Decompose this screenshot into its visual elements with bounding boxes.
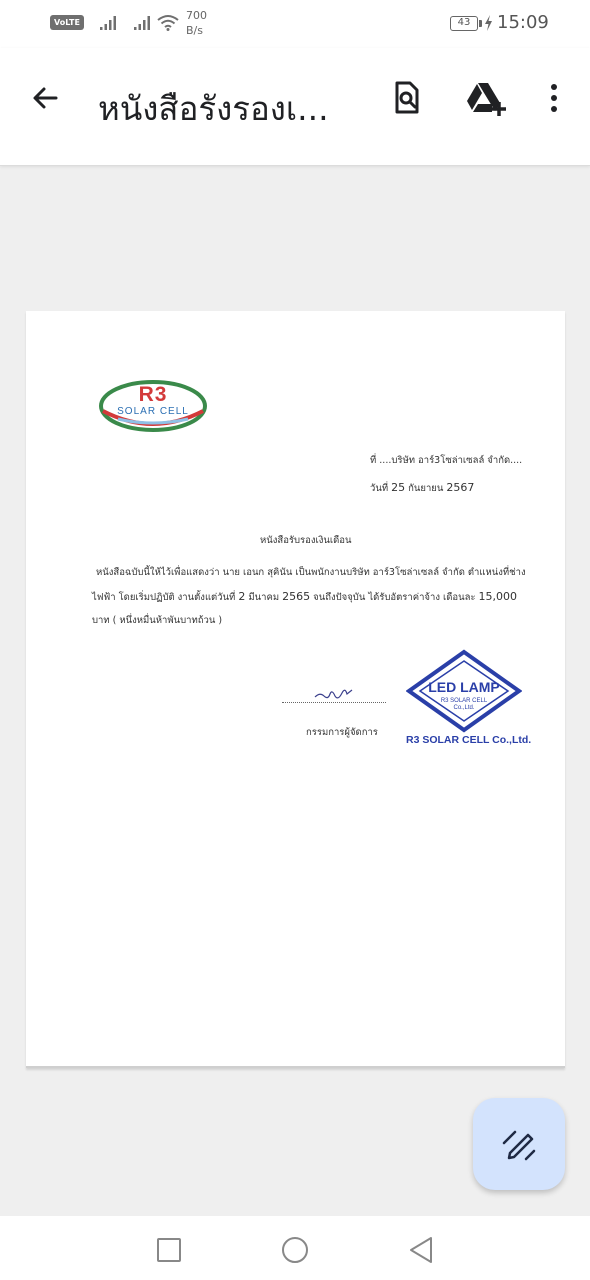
letter-body-line-3: บาท ( หนึ่งหมื่นห้าพันบาทถ้วน ) bbox=[92, 615, 223, 626]
letter-heading: หนังสือรับรองเงินเดือน bbox=[260, 535, 352, 546]
add-to-drive-icon bbox=[464, 78, 508, 118]
battery-tip bbox=[479, 20, 482, 27]
more-vert-icon bbox=[534, 78, 574, 118]
back-triangle-icon bbox=[401, 1230, 441, 1270]
signature bbox=[312, 682, 354, 704]
system-back-button[interactable] bbox=[401, 1230, 441, 1270]
home-button[interactable] bbox=[275, 1230, 315, 1270]
stamp-sub2: Co.,Ltd. bbox=[453, 705, 475, 711]
network-speed: 700 B/s bbox=[186, 9, 207, 37]
company-logo bbox=[98, 379, 208, 435]
system-nav-bar bbox=[0, 1216, 590, 1280]
signer-title: กรรมการผู้จัดการ bbox=[306, 727, 378, 738]
find-in-page-button[interactable] bbox=[386, 78, 426, 118]
letter-body-line-1: หนังสือฉบับนี้ให้ไว้เพื่อแสดงว่า นาย เอนก สุคินัน เป็นพนักงานบริษัท อาร์3โซล่าเซลล์ จำกัด ตำแหน่งที่ช่าง bbox=[96, 567, 526, 578]
edit-pen-icon bbox=[501, 1126, 537, 1162]
logo-sub-text: SOLAR CELL bbox=[117, 406, 189, 417]
app-bar bbox=[0, 48, 590, 166]
recent-apps-button[interactable] bbox=[149, 1230, 189, 1270]
stamp-company-name: R3 SOLAR CELL Co.,Ltd. bbox=[406, 734, 532, 746]
recent-apps-square-icon bbox=[149, 1230, 189, 1270]
document-title: หนังสือรังรองเ... bbox=[98, 89, 329, 128]
home-circle-icon bbox=[275, 1230, 315, 1270]
back-button[interactable] bbox=[26, 78, 66, 118]
more-options-button[interactable] bbox=[534, 78, 574, 118]
status-bar bbox=[0, 0, 590, 48]
edit-fab-button[interactable] bbox=[473, 1098, 565, 1190]
clock: 15:09 bbox=[497, 12, 549, 33]
signal-icon-2 bbox=[134, 15, 154, 31]
find-in-page-icon bbox=[386, 78, 426, 118]
logo-r3-text: R3 bbox=[138, 383, 168, 406]
letter-location: ที่ ....บริษัท อาร์3โซล่าเซลล์ จำกัด.... bbox=[370, 455, 523, 466]
add-to-drive-button[interactable] bbox=[464, 78, 504, 118]
stamp-sub1: R3 SOLAR CELL bbox=[440, 698, 488, 704]
charging-bolt-icon bbox=[484, 14, 493, 32]
company-stamp bbox=[406, 649, 522, 733]
battery-indicator: 43 bbox=[450, 16, 478, 31]
volte-badge: VoLTE 1 bbox=[50, 15, 84, 30]
back-arrow-icon bbox=[26, 78, 66, 118]
letter-date: วันที่ 25 กันยายน 2567 bbox=[370, 481, 475, 494]
stamp-title: LED LAMP bbox=[428, 679, 500, 695]
document-page[interactable] bbox=[26, 311, 565, 1068]
signal-icon bbox=[100, 15, 120, 31]
letter-body-line-2: ไฟฟ้า โดยเริ่มปฏิบัติ งานตั้งแต่วันที่ 2 มีนาคม 2565 จนถึงปัจจุบัน ได้รับอัตราค่าจ้าง เดือนละ 15,000 bbox=[92, 590, 518, 603]
signature-line bbox=[282, 702, 386, 703]
wifi-icon bbox=[157, 14, 179, 31]
